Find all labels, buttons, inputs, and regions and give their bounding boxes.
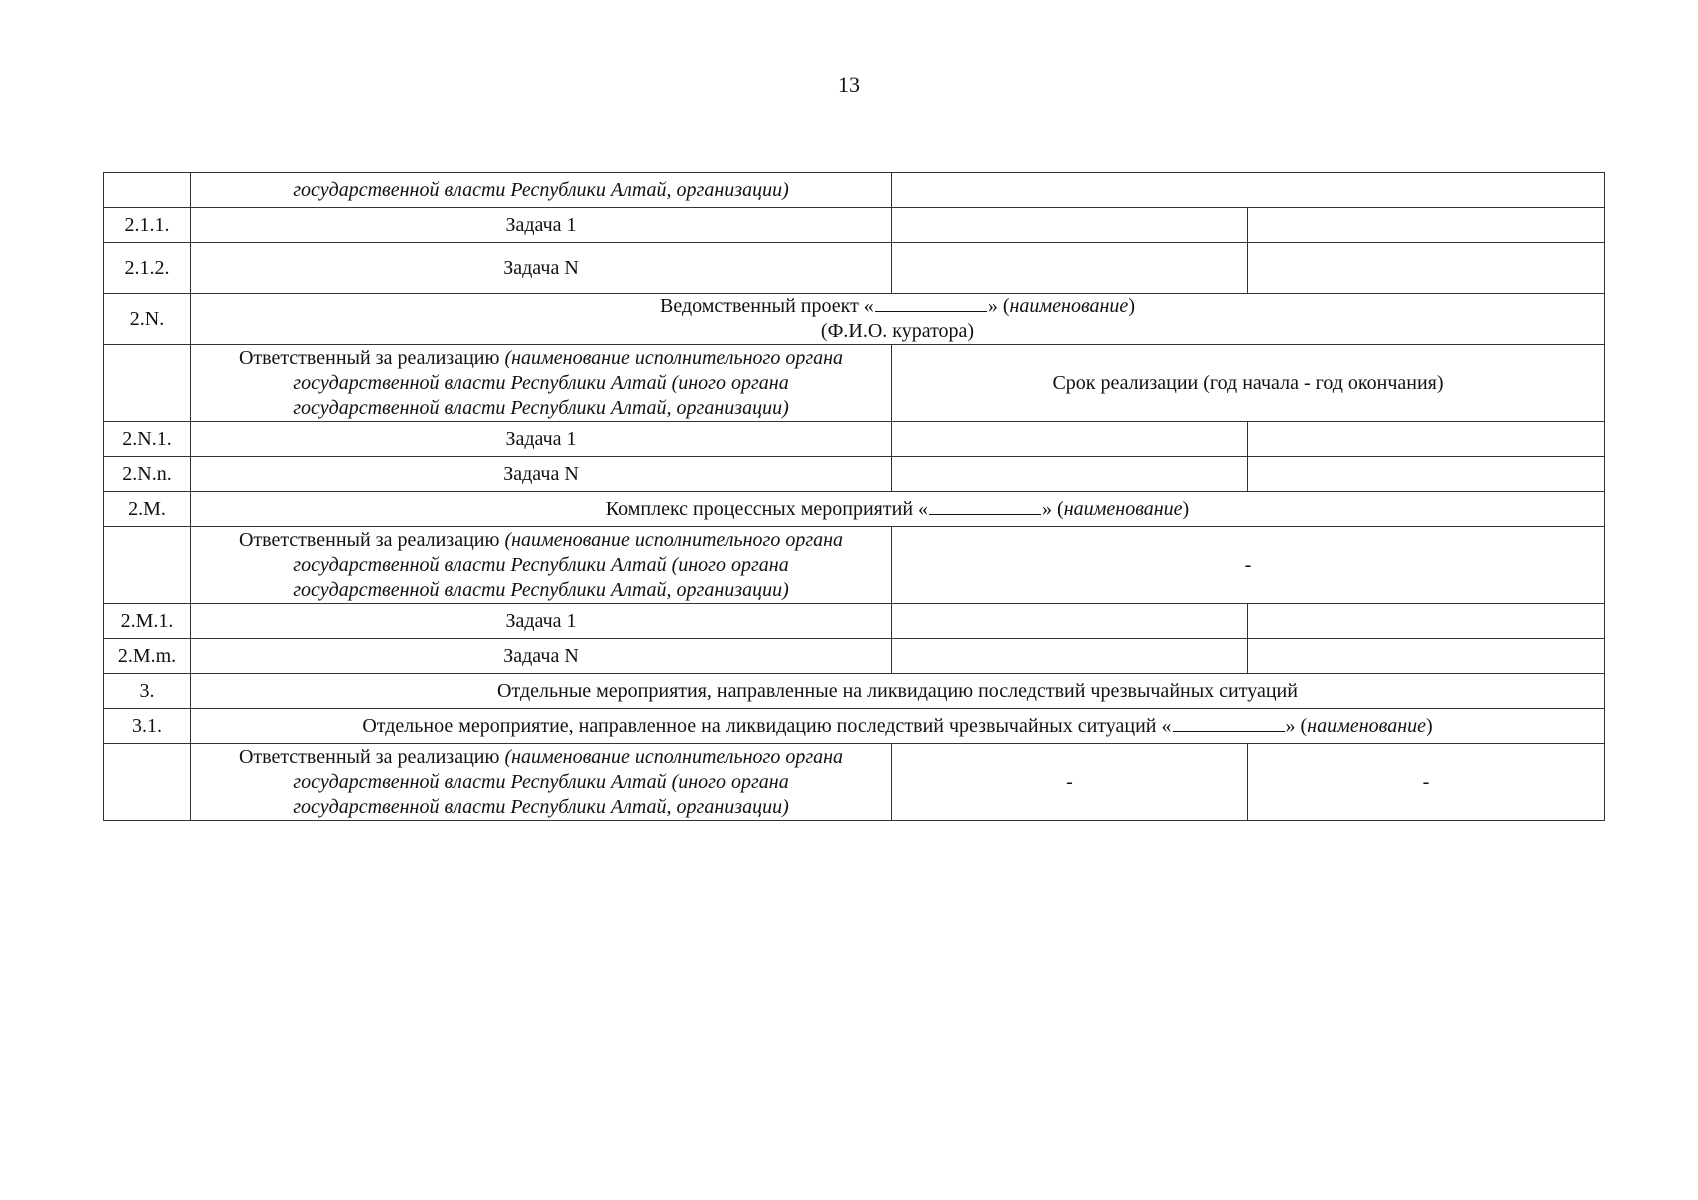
dash-cell: - [1248, 744, 1605, 821]
table-row-responsible [104, 744, 1605, 821]
table-row-item-3-1 [104, 709, 1605, 744]
table-row [104, 208, 1605, 243]
empty-cell [892, 173, 1605, 208]
process-complex-cell: Комплекс процессных мероприятий « » (наименование) [191, 492, 1605, 527]
empty-cell [892, 457, 1248, 492]
task-cell: Задача 1 [191, 422, 892, 457]
number-cell: 3. [104, 674, 191, 709]
task-cell: Задача N [191, 457, 892, 492]
empty-cell [1248, 639, 1605, 674]
table-row [104, 639, 1605, 674]
section-3-title: Отдельные мероприятия, направленные на ликвидацию последствий чрезвычайных ситуаций [191, 674, 1605, 709]
number-cell: 2.M.m. [104, 639, 191, 674]
number-cell: 2.N.1. [104, 422, 191, 457]
empty-cell [1248, 208, 1605, 243]
table-row [104, 243, 1605, 294]
empty-cell [1248, 457, 1605, 492]
table-row-responsible [104, 345, 1605, 422]
table-row-dept-project [104, 294, 1605, 345]
empty-cell [892, 208, 1248, 243]
task-cell: Задача 1 [191, 604, 892, 639]
empty-cell [892, 604, 1248, 639]
table-row-responsible [104, 527, 1605, 604]
number-cell: 2.1.1. [104, 208, 191, 243]
table-row [104, 457, 1605, 492]
empty-cell [1248, 604, 1605, 639]
number-cell: 2.N.n. [104, 457, 191, 492]
table-row-process-complex [104, 492, 1605, 527]
responsible-cell: Ответственный за реализацию (наименование исполнительного органа государственной власти Республики Алтай (иного органа государственной власти Республики Алтай, организации) [191, 345, 892, 422]
number-cell [104, 345, 191, 422]
number-cell: 2.M. [104, 492, 191, 527]
empty-cell [892, 639, 1248, 674]
responsible-cell: Ответственный за реализацию (наименование исполнительного органа государственной власти Республики Алтай (иного органа государственной власти Республики Алтай, организации) [191, 744, 892, 821]
empty-cell [892, 422, 1248, 457]
responsible-continuation-cell: государственной власти Республики Алтай, организации) [191, 173, 892, 208]
dept-project-cell [191, 294, 1605, 345]
dept-project-title: Ведомственный проект « » (наименование) [660, 295, 1135, 317]
blank-line [929, 498, 1041, 515]
number-cell: 2.M.1. [104, 604, 191, 639]
curator-label: (Ф.И.О. куратора) [820, 320, 975, 342]
table-row-continuation [104, 173, 1605, 208]
blank-line [1173, 715, 1285, 732]
number-cell [104, 527, 191, 604]
number-cell: 2.N. [104, 294, 191, 345]
number-cell: 3.1. [104, 709, 191, 744]
blank-line [875, 295, 987, 312]
table-row-section-3 [104, 674, 1605, 709]
term-cell: Срок реализации (год начала - год окончания) [892, 345, 1605, 422]
task-cell: Задача 1 [191, 208, 892, 243]
table-row [104, 422, 1605, 457]
task-cell: Задача N [191, 243, 892, 294]
dash-cell: - [892, 527, 1605, 604]
number-cell [104, 173, 191, 208]
page-number: 13 [838, 72, 860, 97]
empty-cell [1248, 243, 1605, 294]
responsible-cell: Ответственный за реализацию (наименование исполнительного органа государственной власти Республики Алтай (иного органа государственной власти Республики Алтай, организации) [191, 527, 892, 604]
dash-cell: - [892, 744, 1248, 821]
task-cell: Задача N [191, 639, 892, 674]
item-3-1-cell: Отдельное мероприятие, направленное на ликвидацию последствий чрезвычайных ситуаций « » (наименование) [191, 709, 1605, 744]
empty-cell [892, 243, 1248, 294]
empty-cell [1248, 422, 1605, 457]
number-cell: 2.1.2. [104, 243, 191, 294]
number-cell [104, 744, 191, 821]
table-row [104, 604, 1605, 639]
program-structure-table [103, 172, 1605, 821]
